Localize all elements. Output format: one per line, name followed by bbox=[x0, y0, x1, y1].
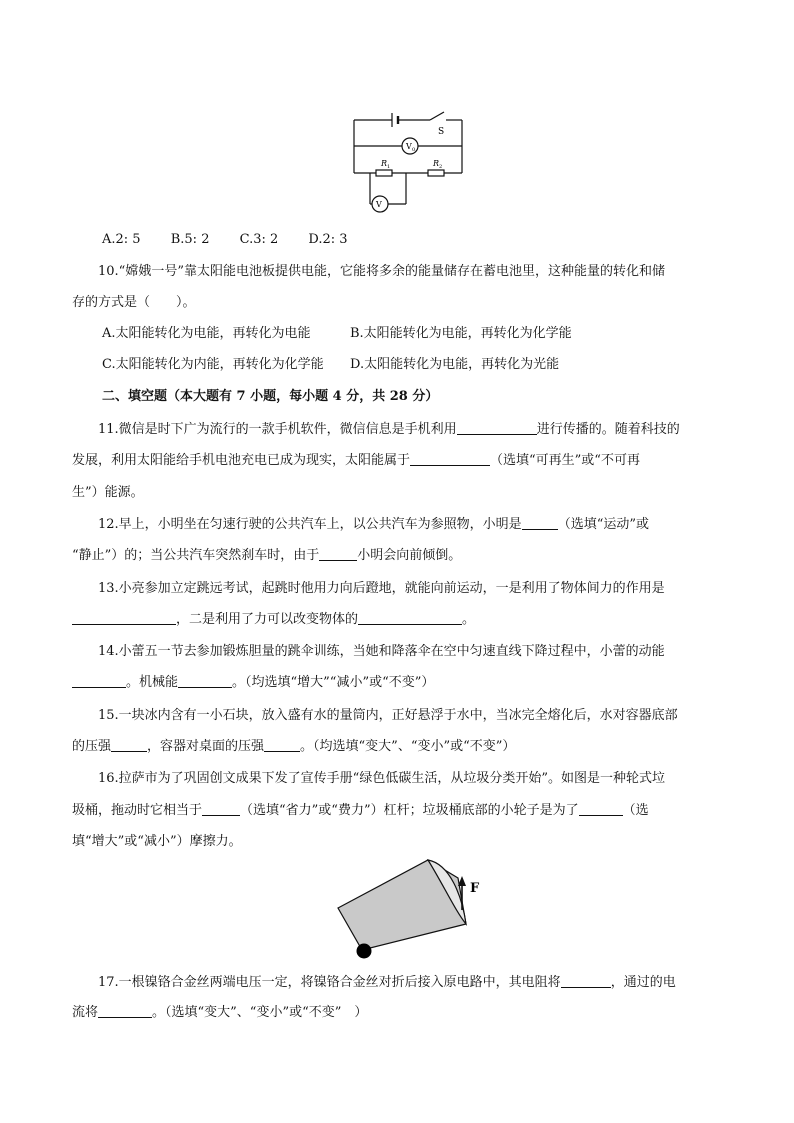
q10-option-d[interactable]: D.太阳能转化为电能，再转化为光能 bbox=[350, 357, 560, 372]
q13-blank-2[interactable] bbox=[358, 611, 462, 625]
q14-blank-2[interactable] bbox=[178, 674, 232, 688]
q14-blank-1[interactable] bbox=[72, 674, 126, 688]
q11-line3: 生”）能源。 bbox=[72, 485, 144, 500]
q10-options-row1 bbox=[102, 325, 572, 343]
q10-line2: 存的方式是（ ）。 bbox=[72, 295, 196, 310]
section-2-heading: 二、填空题（本大题有 7 小题，每小题 4 分，共 28 分） bbox=[102, 389, 439, 404]
q12-line2: “静止”）的；当公共汽车突然刹车时，由于 小明会向前倾倒。 bbox=[72, 548, 462, 563]
r2-sub: 2 bbox=[439, 164, 443, 170]
v0-sub: 0 bbox=[412, 147, 416, 153]
resistor-r2 bbox=[428, 170, 444, 176]
r2-label: R bbox=[433, 159, 440, 168]
switch-label: S bbox=[438, 127, 445, 137]
q15-blank-1[interactable] bbox=[111, 738, 147, 752]
q9-option-a[interactable]: A.2: 5 bbox=[102, 232, 141, 247]
r1-label: R bbox=[381, 159, 388, 168]
q13-blank-1[interactable] bbox=[72, 611, 176, 625]
q17-line2: 流将 。（选填“变大”、“变小”或“不变” ） bbox=[72, 1005, 368, 1020]
circuit-diagram bbox=[348, 108, 468, 218]
q17-blank-1[interactable] bbox=[561, 974, 611, 988]
q12-line1: 12.早上，小明坐在匀速行驶的公共汽车上，以公共汽车为参照物，小明是 （选填“运动”或 bbox=[98, 517, 649, 532]
q13-line2: ，二是利用了力可以改变物体的 。 bbox=[72, 611, 475, 629]
resistor-r1 bbox=[376, 170, 392, 176]
trash-bin-diagram bbox=[334, 856, 494, 964]
q10-options-row2 bbox=[102, 356, 559, 374]
q17-line1: 17.一根镍铬合金丝两端电压一定，将镍铬合金丝对折后接入原电路中，其电阻将 ，通过的电 bbox=[98, 975, 676, 990]
q11-line2: 发展，利用太阳能给手机电池充电已成为现实，太阳能属于 （选填“可再生”或“不可再 bbox=[72, 453, 640, 468]
q16-line2: 圾桶，拖动时它相当于 （选填“省力”或“费力”）杠杆；垃圾桶底部的小轮子是为了 （选 bbox=[72, 803, 649, 818]
force-arrow-head bbox=[458, 876, 466, 886]
q12-blank-2[interactable] bbox=[319, 547, 357, 561]
switch-blade bbox=[430, 112, 444, 120]
q14-line1: 14.小蕾五一节去参加锻炼胆量的跳伞训练，当她和降落伞在空中匀速直线下降过程中，小蕾的动能 bbox=[98, 644, 665, 659]
q11-line1: 11.微信是时下广为流行的一款手机软件，微信信息是手机利用 进行传播的。随着科技的 bbox=[98, 422, 680, 437]
v-label: V bbox=[376, 200, 382, 209]
q10-option-c[interactable]: C.太阳能转化为内能，再转化为化学能 bbox=[102, 357, 324, 372]
q11-blank-2[interactable] bbox=[410, 452, 490, 466]
q15-line2: 的压强 ，容器对桌面的压强 。（均选填“变大”、“变小”或“不变”） bbox=[72, 739, 516, 754]
force-label: F bbox=[470, 881, 480, 896]
q15-line1: 15.一块冰内含有一小石块，放入盛有水的量筒内，正好悬浮于水中，当冰完全熔化后，水对容器底部 bbox=[98, 708, 678, 723]
q13-line1: 13.小亮参加立定跳远考试，起跳时他用力向后蹬地，就能向前运动，一是利用了物体间力的作用是 bbox=[98, 581, 665, 596]
q15-blank-2[interactable] bbox=[264, 738, 300, 752]
q10-option-b[interactable]: B.太阳能转化为电能，再转化为化学能 bbox=[350, 326, 572, 341]
bin-wheel bbox=[357, 944, 372, 959]
q16-blank-2[interactable] bbox=[579, 802, 623, 816]
q9-option-d[interactable]: D.2: 3 bbox=[308, 232, 348, 247]
q16-blank-1[interactable] bbox=[202, 802, 240, 816]
q9-option-b[interactable]: B.5: 2 bbox=[170, 232, 210, 247]
v0-label: V bbox=[406, 142, 412, 151]
r1-sub: 1 bbox=[387, 164, 391, 170]
q12-blank-1[interactable] bbox=[522, 516, 558, 530]
q11-blank-1[interactable] bbox=[457, 421, 537, 435]
q9-option-c[interactable]: C.3: 2 bbox=[239, 232, 279, 247]
q17-blank-2[interactable] bbox=[98, 1004, 152, 1018]
q16-line1: 16.拉萨市为了巩固创文成果下发了宣传手册“绿色低碳生活，从垃圾分类开始”。如图是一种轮式垃 bbox=[98, 771, 665, 786]
q10-option-a[interactable]: A.太阳能转化为电能，再转化为电能 bbox=[102, 326, 311, 341]
q14-line2: 。机械能 。（均选填“增大”“减小”或“不变”） bbox=[72, 674, 434, 692]
q10-line1: 10.“嫦娥一号”靠太阳能电池板提供电能，它能将多余的能量储存在蓄电池里，这种能量的转化和储 bbox=[98, 264, 665, 279]
q9-options bbox=[102, 231, 374, 249]
q16-line3: 填“增大”或“减小”）摩擦力。 bbox=[72, 834, 242, 849]
